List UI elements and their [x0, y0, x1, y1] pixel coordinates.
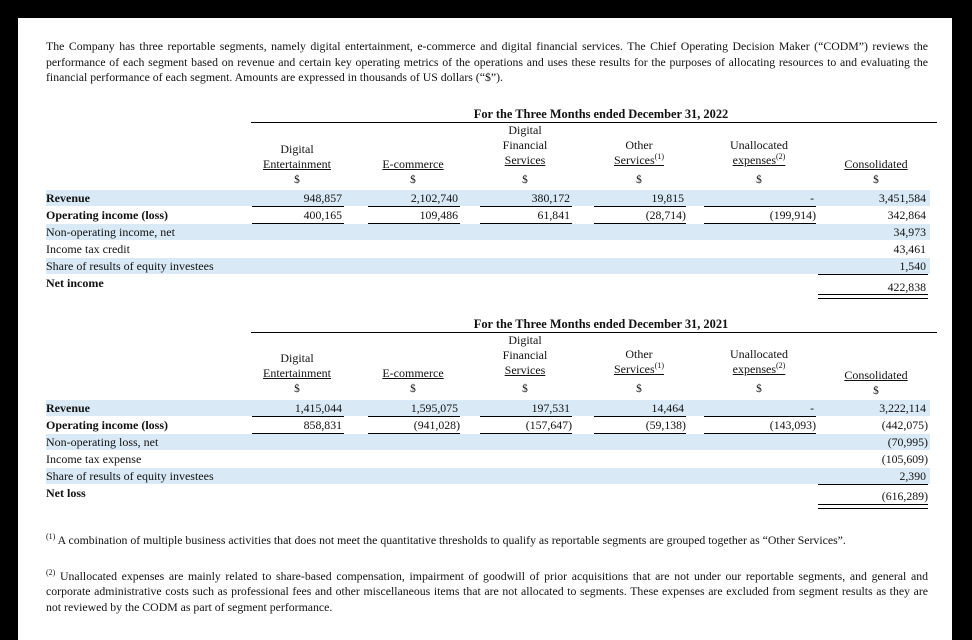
- cell-opinc-dfs: 61,841: [537, 208, 570, 222]
- row-band: [46, 434, 930, 450]
- cell-revenue-consolidated: 3,451,584: [878, 191, 926, 205]
- cell-net-consolidated: (616,289): [881, 489, 928, 503]
- cell-opinc-consolidated: 342,864: [887, 208, 926, 222]
- row-label-revenue: Revenue: [46, 401, 90, 415]
- cell-revenue-consolidated: 3,222,114: [879, 401, 926, 415]
- cell-opinc-digital-entertainment: 858,831: [303, 418, 342, 432]
- row-label-share-equity: Share of results of equity investees: [46, 259, 214, 273]
- footnote-marker: (1): [46, 532, 56, 541]
- cell-revenue-digital-entertainment: 1,415,044: [294, 401, 342, 415]
- cell-revenue-digital-entertainment: 948,857: [303, 191, 342, 205]
- cell-revenue-ecommerce: 2,102,740: [410, 191, 458, 205]
- row-label-non-operating: Non-operating income, net: [46, 225, 175, 239]
- cell-opinc-other: (28,714): [645, 208, 686, 222]
- col-header-digital-entertainment: Digital Entertainment: [263, 351, 331, 380]
- currency-symbol: $: [410, 383, 416, 395]
- period-header-2021: For the Three Months ended December 31, 2021: [473, 317, 729, 331]
- currency-symbol: $: [294, 383, 300, 395]
- currency-symbol: $: [636, 383, 642, 395]
- cell-opinc-unallocated: (199,914): [769, 208, 816, 222]
- cell-share-consolidated: 2,390: [899, 469, 926, 483]
- col-header-consolidated: Consolidated: [844, 157, 908, 171]
- col-header-other-services: Other Services$^{(1)}$: [614, 347, 664, 376]
- cell-share-consolidated: 1,540: [899, 259, 926, 273]
- currency-symbol: $: [873, 385, 879, 397]
- cell-opinc-ecommerce: 109,486: [419, 208, 458, 222]
- currency-symbol: $: [294, 174, 300, 186]
- cell-revenue-other: 14,464: [651, 401, 684, 415]
- row-label-share-equity: Share of results of equity investees: [46, 469, 214, 483]
- cell-opinc-consolidated: (442,075): [881, 418, 928, 432]
- footnote-2: [46, 565, 928, 615]
- cell-revenue-unallocated: -: [810, 401, 814, 415]
- period-header-2022: For the Three Months ended December 31, 2022: [473, 107, 729, 121]
- cell-revenue-dfs: 380,172: [531, 191, 570, 205]
- cell-opinc-unallocated: (143,093): [769, 418, 816, 432]
- row-label-non-operating: Non-operating loss, net: [46, 435, 159, 449]
- currency-symbol: $: [756, 174, 762, 186]
- row-label-income-tax: Income tax credit: [46, 242, 130, 256]
- col-header-other-services: Other Services$^{(1)}$: [614, 138, 664, 167]
- period-underline: [251, 332, 937, 333]
- footnote-text: Unallocated expenses are mainly related to share-based compensation, impairment of goodwill of prior acquisitions that are not under our reportable segments, and general and corporate administrative costs such as professional fees and other miscellaneous items that are not allocated to segments. These expenses are excluded from segment results as they are not reviewed by the CODM as part of segment performance.: [46, 568, 928, 614]
- cell-net-consolidated: 422,838: [887, 280, 926, 294]
- currency-symbol: $: [522, 383, 528, 395]
- col-header-dfs: Digital Financial Services: [502, 333, 548, 377]
- cell-tax-consolidated: (105,609): [881, 452, 928, 466]
- row-label-revenue: Revenue: [46, 191, 90, 205]
- col-header-ecommerce: E-commerce: [382, 366, 444, 380]
- col-header-unallocated: Unallocated expenses$^{(2)}$: [730, 138, 788, 167]
- row-label-operating-income: Operating income (loss): [46, 418, 168, 432]
- footnote-marker: (2): [46, 568, 56, 577]
- row-label-operating-income: Operating income (loss): [46, 208, 168, 222]
- col-header-ecommerce: E-commerce: [382, 157, 444, 171]
- cell-revenue-other: 19,815: [651, 191, 684, 205]
- cell-revenue-ecommerce: 1,595,075: [410, 401, 458, 415]
- col-header-digital-entertainment: Digital Entertainment: [263, 142, 331, 171]
- cell-tax-consolidated: 43,461: [893, 242, 926, 256]
- cell-opinc-digital-entertainment: 400,165: [303, 208, 342, 222]
- cell-nonop-consolidated: 34,973: [893, 225, 926, 239]
- row-label-net-income: Net income: [46, 276, 104, 290]
- currency-symbol: $: [636, 174, 642, 186]
- currency-symbol: $: [873, 174, 879, 186]
- col-header-unallocated: Unallocated expenses$^{(2)}$: [730, 347, 788, 376]
- cell-nonop-consolidated: (70,995): [887, 435, 928, 449]
- currency-symbol: $: [756, 383, 762, 395]
- footnote-text: A combination of multiple business activities that does not meet the quantitative thresholds to qualify as reportable segments are grouped together as “Other Services”.: [57, 532, 846, 547]
- cell-revenue-dfs: 197,531: [531, 401, 570, 415]
- cell-opinc-dfs: (157,647): [525, 418, 572, 432]
- currency-symbol: $: [410, 174, 416, 186]
- document-page: [18, 18, 952, 640]
- cell-revenue-unallocated: -: [810, 191, 814, 205]
- intro-paragraph: The Company has three reportable segments, namely digital entertainment, e-commerce and digital financial services. The Chief Operating Decision Maker (“CODM”) reviews the performance of each segment based on revenue and certain key operating metrics of the operations and uses these results for the purposes of allocating resources to and evaluating the financial performance of each segment. Amounts are expressed in thousands of US dollars (“$”).: [46, 39, 928, 84]
- col-header-consolidated: Consolidated: [844, 368, 908, 382]
- currency-symbol: $: [522, 174, 528, 186]
- segment-table-2021: [18, 18, 952, 518]
- footnote-1: [46, 529, 928, 548]
- row-label-net-loss: Net loss: [46, 486, 86, 500]
- col-header-dfs: Digital Financial Services: [502, 123, 548, 167]
- row-label-income-tax: Income tax expense: [46, 452, 142, 466]
- cell-opinc-ecommerce: (941,028): [413, 418, 460, 432]
- cell-opinc-other: (59,138): [645, 418, 686, 432]
